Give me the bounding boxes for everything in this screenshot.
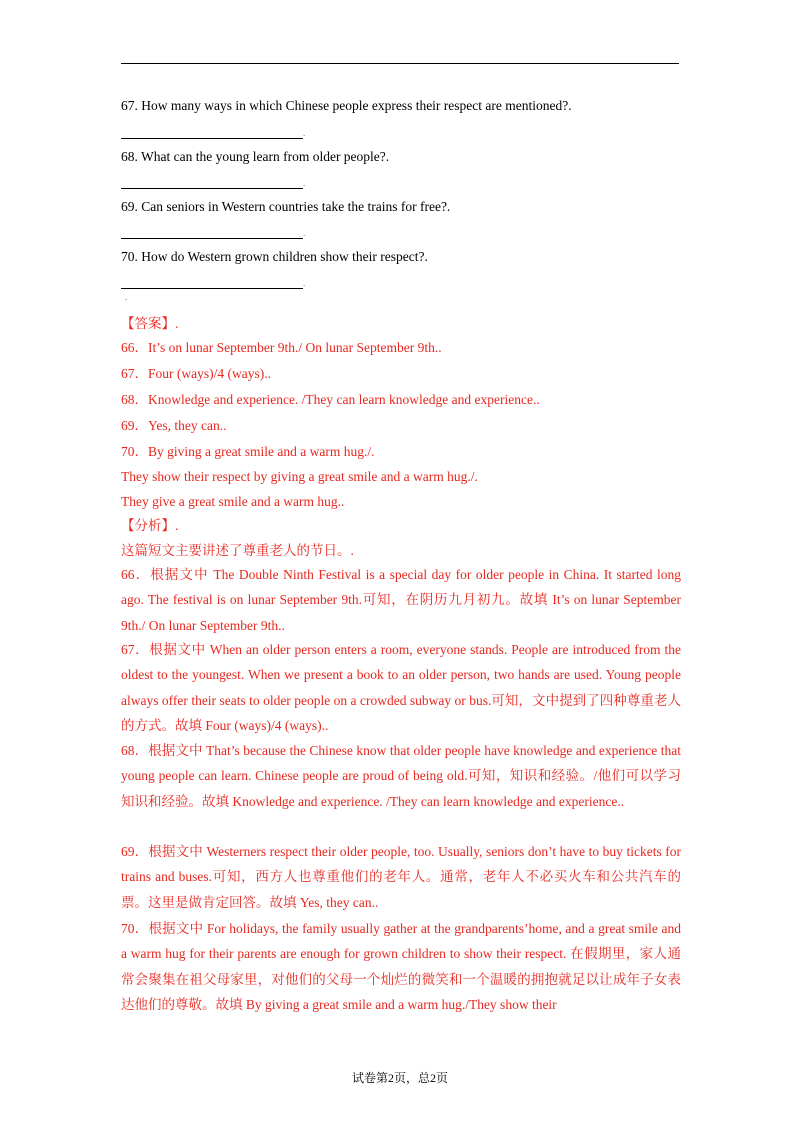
- analysis-68: 68．根据文中 That’s because the Chinese know that older people have knowledge and experience that young people can learn. Chinese people are proud of being old.可知，知识和经验。/他们可以学习知识和经验。故填 Knowledge and experience. /They can learn knowledge and experience..: [121, 743, 681, 809]
- answer-blank-69: [121, 238, 303, 239]
- analysis-67: 67．根据文中 When an older person enters a room, everyone stands. People are introduced from the oldest to the youngest. When we present a book to an older person, two hands are used. Young people always offer their seats to older people on a crowded subway or bus.可知，文中提到了四种尊重老人的方式。故填 Four (ways)/4 (ways)..: [121, 642, 681, 733]
- answer-heading: 【答案】.: [121, 316, 179, 331]
- answer-line: They show their respect by giving a great smile and a warm hug./.: [121, 469, 478, 484]
- answer-line: 67．Four (ways)/4 (ways)..: [121, 366, 271, 381]
- answer-line: They give a great smile and a warm hug..: [121, 494, 345, 509]
- answer-blank-67: [121, 138, 303, 139]
- answer-blank-68: [121, 188, 303, 189]
- analysis-69: 69．根据文中 Westerners respect their older people, too. Usually, seniors don’t have to buy tickets for trains and buses.可知，西方人也尊重他们的老年人。通常，老年人不必买火车和公共汽车的票。这里是做肯定回答。故填 Yes, they can..: [121, 844, 681, 910]
- analysis-66: 66．根据文中 The Double Ninth Festival is a special day for older people in China. It started long ago. The festival is on lunar September 9th.可知，在阴历九月初九。故填 It’s on lunar September 9th./ On lunar September 9th..: [121, 567, 681, 633]
- page-footer: 试卷第2页，总2页: [351, 1071, 448, 1085]
- question-68: 68. What can the young learn from older people?.: [121, 149, 390, 164]
- blank-mark: .: [303, 128, 306, 138]
- blank-mark: .: [303, 278, 306, 288]
- analysis-70: 70．根据文中 For holidays, the family usually gather at the grandparents’home, and a great smile and a warm hug for their parents are enough for grown children to show their respect. 在假期里，家人通常会聚集在祖父母家里，对他们的父母一个灿烂的微笑和一个温暖的拥抱就足以让成年子女表达他们的尊敬。故填 By giving a great smile and a warm hug./They show their: [121, 921, 681, 1012]
- analysis-intro: 这篇短文主要讲述了尊重老人的节日。.: [121, 543, 354, 558]
- analysis-heading: 【分析】.: [121, 518, 179, 533]
- blank-mark: .: [303, 228, 306, 238]
- answer-line: 70．By giving a great smile and a warm hug./.: [121, 444, 375, 459]
- paragraph-mark: .: [125, 292, 128, 302]
- header-rule: [121, 63, 679, 64]
- blank-mark: .: [303, 178, 306, 188]
- question-69: 69. Can seniors in Western countries take the trains for free?.: [121, 199, 451, 214]
- question-70: 70. How do Western grown children show their respect?.: [121, 249, 428, 264]
- answer-blank-70: [121, 288, 303, 289]
- answer-line: 66．It’s on lunar September 9th./ On lunar September 9th..: [121, 340, 442, 355]
- answer-line: 69．Yes, they can..: [121, 418, 227, 433]
- question-67: 67. How many ways in which Chinese people express their respect are mentioned?.: [121, 98, 572, 113]
- answer-line: 68．Knowledge and experience. /They can learn knowledge and experience..: [121, 392, 540, 407]
